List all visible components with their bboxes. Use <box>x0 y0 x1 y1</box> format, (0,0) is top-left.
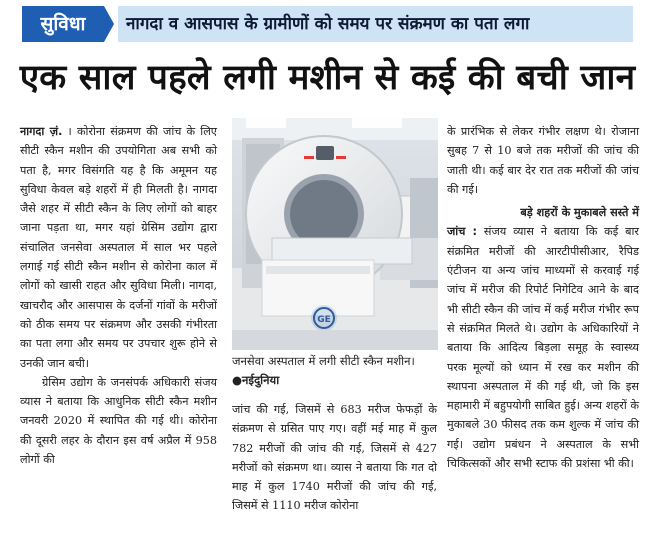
main-headline: एक साल पहले लगी मशीन से कई की बची जान <box>19 58 636 98</box>
ct-scanner-illustration <box>232 118 438 350</box>
paragraph-1-body: । कोरोना संक्रमण की जांच के लिए सीटी स्कैन मशीन की उपयोगिता अब सभी को पता है, मगर विसंगति यह है कि अमूमन यह सुविधा केवल बड़े शहरों में ही मिलती है। नागदा जैसे शहर में सीटी स्कैन के लिए लोगों को बाहर जाना पड़ता था, मगर यहां ग्रेसिम उद्योग द्वारा संचालित जनसेवा अस्पताल में साल भर पहले लगाई गई सीटी स्कैन मशीन से कोरोना काल में लोगों को खासी राहत और सुविधा मिली। नागदा, खाचरौद और आसपास के दर्जनों गांवों के मरीजों को ठीक समय पर संक्रमण और उसकी गंभीरता का पता लगा और समय पर उपचार शुरू होने से उनकी जान बची। <box>20 125 217 370</box>
caption-credit: ●नईदुनिया <box>232 373 280 387</box>
brand-logo-text: GE <box>317 315 331 325</box>
dateline: नागदा ज़ं. <box>20 125 63 138</box>
paragraph-2: ग्रेसिम उद्योग के जनसंपर्क अधिकारी संजय व्यास ने बताया कि आधुनिक सीटी स्कैन मशीन जनवरी 2020 में स्थापित की गई थी। कोरोना की दूसरी लहर के दौरान इस वर्ष अप्रैल में 958 लोगों की <box>20 375 217 467</box>
article-column-3 <box>447 122 639 473</box>
ct-scanner-photo <box>232 118 438 350</box>
paragraph-5 <box>447 222 639 473</box>
caption-text: जनसेवा अस्पताल में लगी सीटी स्कैन मशीन। <box>232 354 415 368</box>
strap-headline: नागदा व आसपास के ग्रामीणों को समय पर संक्रमण का पता लगा <box>118 6 633 42</box>
paragraph-3: जांच की गई, जिसमें से 683 मरीज फेफड़ों के संक्रमण से ग्रसित पाए गए। वहीं मई माह में कुल 782 मरीजों की जांच की गई, जिसमें से 427 मरीजों को संक्रमण था। व्यास ने बताया कि गत दो माह में कुल 1740 मरीजों की जांच की गई, जिसमें से 1110 मरीज कोरोना <box>232 403 437 513</box>
photo-caption <box>232 352 438 390</box>
paragraph-1 <box>20 122 217 373</box>
subheading: बड़े शहरों के मुकाबले सस्ते में <box>520 206 639 220</box>
article-column-2 <box>232 400 437 516</box>
paragraph-4: के प्रारंभिक से लेकर गंभीर लक्षण थे। रोजाना सुबह 7 से 10 बजे तक मरीजों की जांच की जाती थी। कई बार देर रात तक मरीजों की जांच की गई। <box>447 125 639 196</box>
subheading-lead: जांच : <box>447 225 477 239</box>
section-kicker: सुविधा <box>22 6 104 42</box>
article-column-1 <box>20 122 217 469</box>
kicker-arrow <box>104 6 114 42</box>
story-strap <box>22 6 633 42</box>
paragraph-5-body: संजय व्यास ने बताया कि कई बार संक्रमित मरीजों की आरटीपीसीआर, रैपिड एंटीजन या अन्य जांच माध्यमों से करवाई गई जांच में मरीज की रिपोर्ट निगेटिव आने के बाद भी सीटी स्कैन की जांच में कई मरीज गंभीर रूप से संक्रमित मिलते थे। उद्योग के अधिकारियों ने बताया कि आदित्य बिड़ला समूह के स्वास्थ्य परक मूल्यों को ध्यान में रख कर मशीन की स्थापना अस्पताल में की गई थी, जो कि इस महामारी में बहुपयोगी साबित हुई। अन्य शहरों के मुकाबले 30 फीसद तक कम शुल्क में जांच की गई। उद्योग प्रबंधन ने अस्पताल के सभी चिकित्सकों और सभी स्टाफ की प्रशंसा भी की। <box>447 225 639 471</box>
